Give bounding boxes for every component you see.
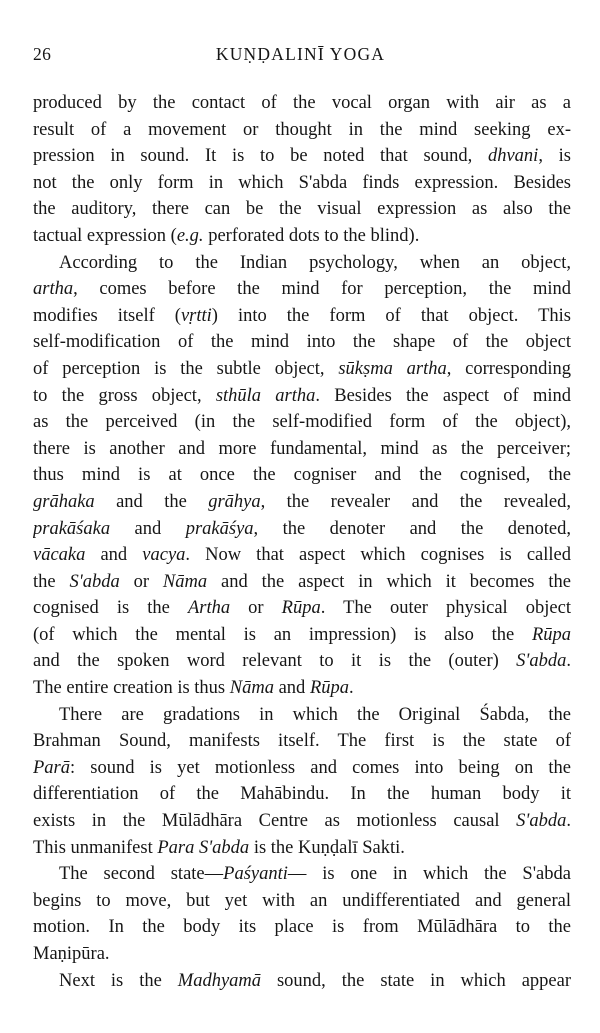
text-line: self-modification of the mind into the shape of the object (33, 332, 571, 353)
body-text (33, 90, 571, 994)
text-line: According to the Indian psychology, when an object, (59, 252, 571, 273)
text-line: as the perceived (in the self-modified form of the object), (33, 412, 571, 433)
text-line: differentiation of the Mahābindu. In the human body it (33, 784, 571, 805)
text-line: produced by the contact of the vocal organ with air as a (33, 93, 571, 113)
text-line: This unmanifest Para S'abda is the Kuṇḍalī Sakti. (33, 837, 405, 858)
text-line: thus mind is at once the cogniser and the cognised, the (33, 465, 571, 486)
text-line: The second state—Paśyanti— is one in which the S'abda (59, 864, 571, 885)
page-number: 26 (33, 44, 52, 64)
text-line: There are gradations in which the Original Śabda, the (59, 704, 571, 725)
text-line: vācaka and vacya. Now that aspect which cognises is called (33, 545, 571, 566)
text-line: Brahman Sound, manifests itself. The first is the state of (33, 731, 571, 752)
text-line: grāhaka and the grāhya, the revealer and the revealed, (33, 491, 571, 512)
running-title: KUṆḌALINĪ YOGA (215, 44, 386, 64)
text-line: result of a movement or thought in the mind seeking ex- (33, 119, 571, 140)
text-line: the S'abda or Nāma and the aspect in which it becomes the (33, 571, 571, 592)
text-line: tactual expression (e.g. perforated dots to the blind). (33, 225, 420, 246)
text-line: modifies itself (vṛtti) into the form of that object. This (33, 305, 571, 326)
text-line: to the gross object, sthūla artha. Besides the aspect of mind (33, 385, 571, 406)
text-line: and the spoken word relevant to it is the (outer) S'abda. (33, 651, 571, 672)
text-line: not the only form in which S'abda finds expression. Besides (33, 172, 571, 193)
text-line: there is another and more fundamental, mind as the perceiver; (33, 438, 571, 459)
text-line: prakāśaka and prakāśya, the denoter and the denoted, (33, 518, 571, 539)
text-line: Next is the Madhyamā sound, the state in which appear (59, 970, 571, 991)
text-line: exists in the Mūlādhāra Centre as motionless causal S'abda. (33, 811, 571, 832)
text-line: of perception is the subtle object, sūkṣma artha, corresponding (33, 358, 571, 379)
text-line: cognised is the Artha or Rūpa. The outer physical object (33, 598, 571, 619)
text-line: (of which the mental is an impression) is also the Rūpa (33, 624, 571, 645)
text-line: begins to move, but yet with an undifferentiated and general (33, 890, 571, 911)
page-header (33, 44, 568, 70)
text-line: pression in sound. It is to be noted that sound, dhvani, is (33, 146, 571, 167)
text-line: artha, comes before the mind for perception, the mind (33, 279, 571, 300)
text-line: The entire creation is thus Nāma and Rūpa. (33, 678, 354, 699)
text-line: Maṇipūra. (33, 944, 110, 964)
text-line: motion. In the body its place is from Mūlādhāra to the (33, 917, 571, 938)
text-line: the auditory, there can be the visual expression as also the (33, 199, 571, 220)
text-line: Parā: sound is yet motionless and comes into being on the (33, 757, 571, 778)
